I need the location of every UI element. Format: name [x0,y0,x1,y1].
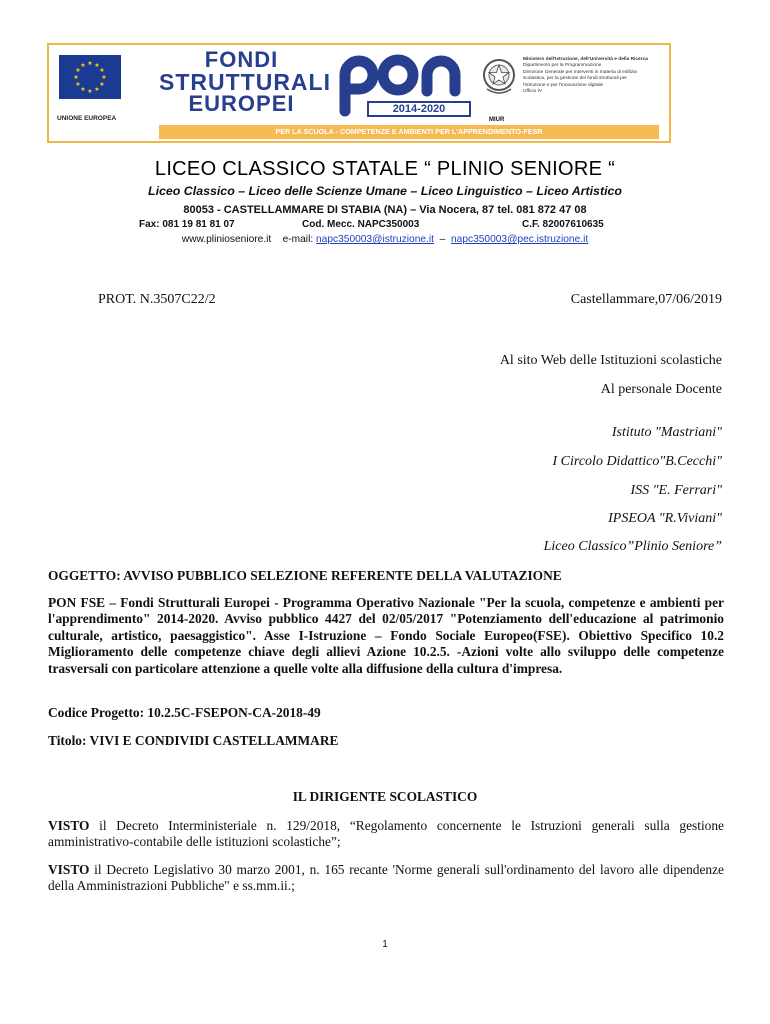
codice-fiscale: C.F. 82007610635 [522,219,604,230]
italian-republic-emblem-icon [481,55,517,99]
svg-text:★: ★ [80,86,86,93]
recipient: Al sito Web delle Istituzioni scolastiche [499,353,722,368]
page-number: 1 [382,939,388,950]
institute-recipient: I Circolo Didattico"B.Cecchi" [552,454,722,469]
contacts-line [0,234,770,245]
svg-text:★: ★ [101,74,107,81]
svg-text:★: ★ [99,67,105,74]
visto-label: VISTO [48,862,90,877]
institute-recipient: ISS "E. Ferrari" [630,483,722,498]
fondi-line: STRUTTURALI [159,69,331,95]
eu-caption: UNIONE EUROPEA [57,115,117,122]
email-label: e-mail: [282,234,314,245]
place-date: Castellammare,07/06/2019 [570,292,722,307]
dirigente-heading: IL DIRIGENTE SCOLASTICO [292,789,478,804]
ministero-line: Direzione Generale per interventi in materia di edilizia [523,69,637,75]
oggetto-line: OGGETTO: AVVISO PUBBLICO SELEZIONE REFERENTE DELLA VALUTAZIONE [48,568,562,583]
cod-mecc: Cod. Mecc. NAPC350003 [302,219,420,230]
ministero-line: l'istruzione e per l'innovazione digitale [523,82,604,88]
visto-text: il Decreto Interministeriale n. 129/2018, “Regolamento concernente le Istruzioni generali sulla gestione amministrativo-contabile delle istituzioni scolastiche”; [48,818,724,850]
svg-text:★: ★ [94,86,100,93]
fondi-line: EUROPEI [188,91,295,116]
svg-text:★: ★ [75,81,81,88]
ministero-line: scolastica, per la gestione dei fondi strutturali per [523,76,627,82]
ministero-line: Ministero dell'Istruzione, dell'Università e della Ricerca [523,57,648,62]
svg-text:★: ★ [94,62,100,69]
school-name: LICEO CLASSICO STATALE “ PLINIO SENIORE “ [154,158,616,180]
visto-paragraph [48,862,724,895]
svg-text:★: ★ [87,88,93,95]
recipient: Al personale Docente [600,382,722,397]
institute-recipient: Istituto "Mastriani" [611,425,722,440]
fondi-strutturali-logo [159,47,331,116]
svg-text:★: ★ [73,74,79,81]
ministero-line: Dipartimento per la Programmazione [523,63,602,69]
header-banner [47,43,671,143]
eu-flag-icon [59,55,121,99]
fax-number: Fax: 081 19 81 81 07 [139,219,235,230]
ministero-line: Ufficio IV [523,89,543,95]
project-title: Titolo: VIVI E CONDIVIDI CASTELLAMMARE [48,733,339,748]
pon-years: 2014-2020 [367,101,471,117]
pec-email-link[interactable]: napc350003@pec.istruzione.it [450,234,589,245]
pon-paragraph: PON FSE – Fondi Strutturali Europei - Programma Operativo Nazionale "Per la scuola, competenze e ambienti per l'apprendimento" 2014-2020. Avviso pubblico 4427 del 02/05/2017 "Potenziamento dell'educazione al patrimonio culturale, artistico, paesaggistico". Asse I-Istruzione – Fondo Sociale Europeo(FSE). Obiettivo Specifico 10.2 Miglioramento delle competenze chiave degli allievi Azione 10.2.5. -Azioni volte allo sviluppo delle competenze trasversali con particolare attenzione a quelle volte alla diffusione della cultura d'impresa. [48,595,724,676]
visto-text: il Decreto Legislativo 30 marzo 2001, n. 165 recante 'Norme generali sull'ordinamento del lavoro alle dipendenze della Amministrazioni Pubbliche" e ss.mm.ii.; [48,862,724,894]
svg-text:★: ★ [80,62,86,69]
protocol-number: PROT. N.3507C22/2 [98,292,216,307]
school-address: 80053 - CASTELLAMMARE DI STABIA (NA) – Via Nocera, 87 tel. 081 872 47 08 [183,204,587,216]
institute-recipient: Liceo Classico”Plinio Seniore” [543,539,722,554]
website-link[interactable]: www.plinioseniore.it [181,234,272,245]
email-link[interactable]: napc350003@istruzione.it [316,234,434,245]
visto-label: VISTO [48,818,90,833]
svg-text:★: ★ [87,60,93,67]
miur-label: MIUR [489,117,505,123]
fesr-bar: PER LA SCUOLA - COMPETENZE E AMBIENTI PER L'APPRENDIMENTO-FESR [159,125,659,139]
visto-paragraph [48,818,724,851]
fondi-line: FONDI [204,47,279,72]
school-subtitle: Liceo Classico – Liceo delle Scienze Umane – Liceo Linguistico – Liceo Artistico [148,184,622,198]
email-separator: – [439,234,446,245]
ministero-text [523,57,671,95]
codice-progetto: Codice Progetto: 10.2.5C-FSEPON-CA-2018-49 [48,705,321,720]
institute-recipient: IPSEOA "R.Viviani" [608,511,722,526]
svg-text:★: ★ [99,81,105,88]
svg-text:★: ★ [75,67,81,74]
